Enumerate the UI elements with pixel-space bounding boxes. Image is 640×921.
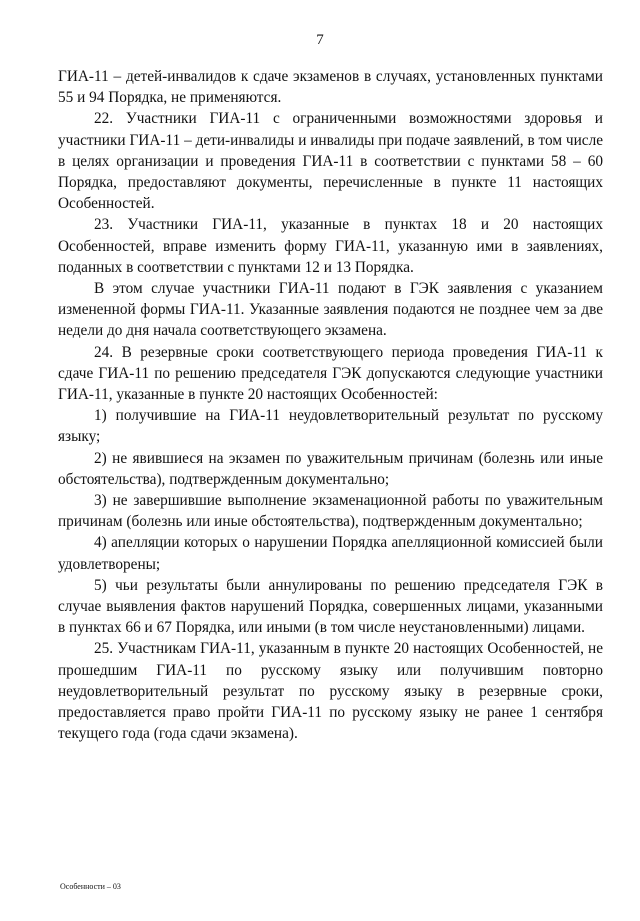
paragraph-25: 25. Участникам ГИА-11, указанным в пункте 20 настоящих Особенностей, не прошедшим ГИА-11 по русскому языку или получившим повторно неудовлетворительный результат по русскому языку в резервные сроки, предоставляется право пройти ГИА-11 по русскому языку не ранее 1 сентября текущего года (года сдачи экзамена). <box>58 640 603 743</box>
paragraph-continuation: ГИА-11 – детей-инвалидов к сдаче экзаменов в случаях, установленных пунктами 55 и 94 Порядка, не применяются. <box>58 68 603 107</box>
paragraph-22: 22. Участники ГИА-11 с ограниченными возможностями здоровья и участники ГИА-11 – дети-инвалиды и инвалиды при подаче заявлений, в том числе в целях организации и проведения ГИА-11 в соответствии с пунктами 58 – 60 Порядка, предоставляют документы, перечисленные в пункте 11 настоящих Особенностей. <box>58 110 603 213</box>
list-item-2: 2) не явившиеся на экзамен по уважительным причинам (болезнь или иные обстоятельства), подтвержденным документально; <box>58 449 603 488</box>
paragraph-23-note: В этом случае участники ГИА-11 подают в ГЭК заявления с указанием измененной формы ГИА-11. Указанные заявления подаются не позднее чем за две недели до дня начала соответствующего экзамена. <box>58 280 603 340</box>
document-body <box>58 66 603 745</box>
paragraph-24: 24. В резервные сроки соответствующего периода проведения ГИА-11 к сдаче ГИА-11 по решению председателя ГЭК допускаются следующие участники ГИА-11, указанные в пункте 20 настоящих Особенностей: <box>58 343 603 404</box>
paragraph-23: 23. Участники ГИА-11, указанные в пунктах 18 и 20 настоящих Особенностей, вправе изменить форму ГИА-11, указанную ими в заявлениях, поданных в соответствии с пунктами 12 и 13 Порядка. <box>58 216 603 276</box>
page-footer: Особенности – 03 <box>60 882 121 891</box>
list-item-4: 4) апелляции которых о нарушении Порядка апелляционной комиссией были удовлетворены; <box>58 534 603 573</box>
list-item-1: 1) получившие на ГИА-11 неудовлетворительный результат по русскому языку; <box>58 407 603 446</box>
page-number: 7 <box>316 32 324 48</box>
list-item-5: 5) чьи результаты были аннулированы по решению председателя ГЭК в случае выявления фактов нарушений Порядка, совершенных лицами, указанными в пунктах 66 и 67 Порядка, или иными (в том числе неустановленными) лицами. <box>58 576 603 637</box>
list-item-3: 3) не завершившие выполнение экзаменационной работы по уважительным причинам (болезнь или иные обстоятельства), подтвержденным документально; <box>58 492 603 531</box>
